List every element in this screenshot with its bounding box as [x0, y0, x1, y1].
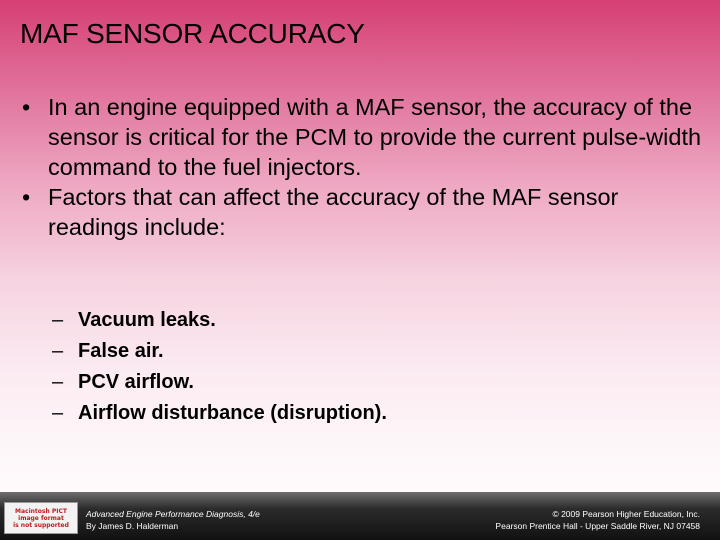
bullet-item [22, 92, 707, 182]
dash-mark: – [52, 340, 64, 362]
bullet-text: In an engine equipped with a MAF sensor, the accuracy of the sensor is critical for the PCM to provide the current pulse-width command to the fuel injectors. [48, 94, 702, 180]
bullet-item [22, 182, 707, 242]
bullet-mark: • [22, 184, 31, 210]
sub-bullet-item [52, 367, 652, 398]
footer-publisher: Pearson Prentice Hall - Upper Saddle River, NJ 07458 [495, 521, 700, 531]
sub-bullet-item [52, 336, 652, 367]
footer-copyright: © 2009 Pearson Higher Education, Inc. [552, 509, 700, 519]
sub-bullet-list [52, 305, 652, 429]
logo-line: image format [18, 514, 64, 522]
bullet-list [22, 92, 707, 242]
logo-line: Macintosh PICT [15, 507, 67, 515]
sub-bullet-text: Vacuum leaks. [78, 309, 216, 331]
bullet-text: Factors that can affect the accuracy of the MAF sensor readings include: [48, 184, 619, 240]
sub-bullet-text: Airflow disturbance (disruption). [78, 402, 387, 424]
sub-bullet-text: False air. [78, 340, 164, 362]
footer-author: By James D. Halderman [86, 521, 179, 531]
footer-book-title: Advanced Engine Performance Diagnosis, 4/e [86, 509, 260, 519]
slide-title: MAF SENSOR ACCURACY [20, 18, 365, 49]
sub-bullet-text: PCV airflow. [78, 371, 194, 393]
sub-bullet-item [52, 398, 652, 429]
logo-line: is not supported [13, 521, 69, 529]
placeholder-logo-image [4, 502, 78, 534]
sub-bullet-item [52, 305, 652, 336]
dash-mark: – [52, 371, 64, 393]
dash-mark: – [52, 309, 64, 331]
footer-publisher-info [495, 508, 700, 532]
dash-mark: – [52, 402, 64, 424]
footer-book-info [86, 508, 260, 532]
footer-bar [0, 492, 720, 540]
bullet-mark: • [22, 94, 31, 120]
